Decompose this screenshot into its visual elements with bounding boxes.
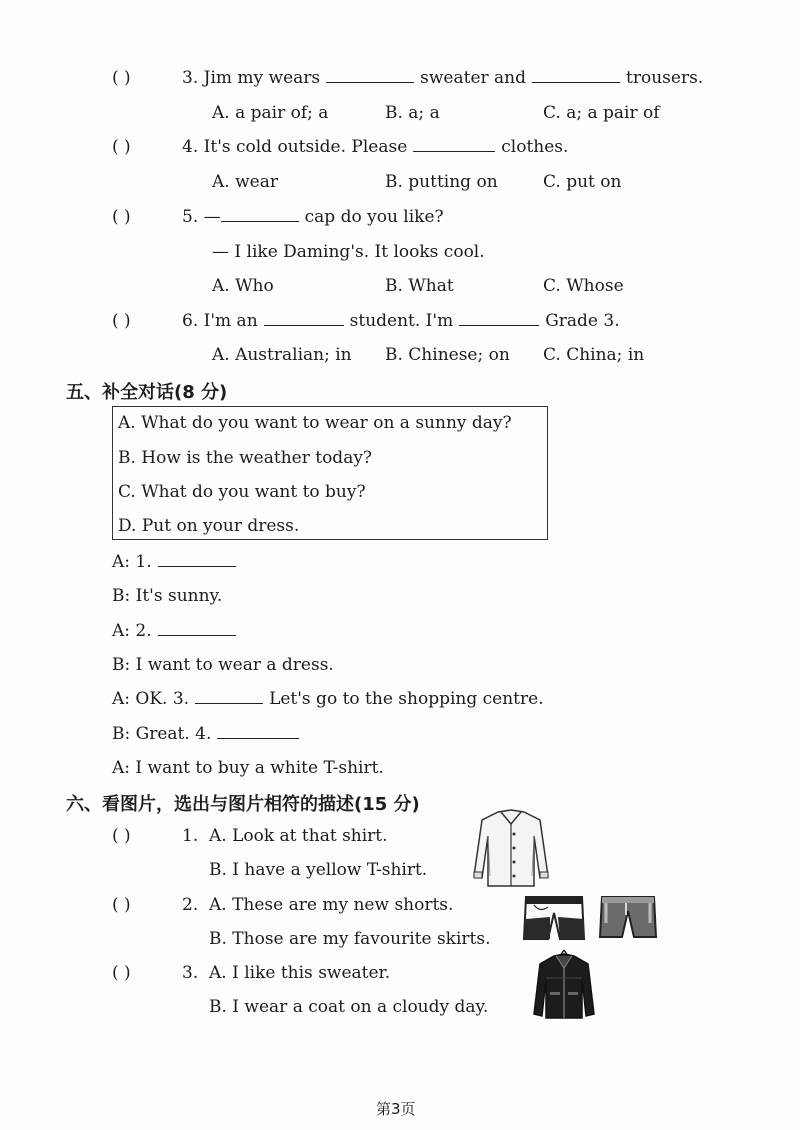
p6-q1-paren[interactable]: ( ) [112,826,131,846]
q4-number: 4. [182,137,199,157]
q6-text-before: I'm an [203,311,258,331]
p6-q1-option-b[interactable]: B. I have a yellow T-shirt. [209,860,428,880]
q5-option-c[interactable]: C. Whose [543,276,624,296]
section-6-title: 六、看图片，选出与图片相符的描述(15 分) [66,794,420,815]
q5-blank[interactable] [221,207,299,222]
q6-blank-1[interactable] [264,311,344,326]
q6-paren[interactable]: ( ) [112,311,131,331]
q6-text-middle: student. I'm [349,311,454,331]
q6-option-c[interactable]: C. China; in [543,345,645,365]
p6-q2-paren[interactable]: ( ) [112,895,131,915]
p6-q2-number: 2. [182,895,199,915]
q3-blank-2[interactable] [532,68,620,83]
q4-text-before: It's cold outside. Please [203,137,408,157]
dialog-line-5-text-b: Let's go to the shopping centre. [269,689,544,709]
p6-q3-paren[interactable]: ( ) [112,963,131,983]
dialog-line-3-text: A: 2. [112,621,152,641]
q4-question [182,137,568,157]
dialog-line-3 [112,621,242,641]
dialog-blank-4[interactable] [217,724,299,739]
p6-q3-option-b[interactable]: B. I wear a coat on a cloudy day. [209,997,489,1017]
q5-option-a[interactable]: A. Who [212,276,274,296]
dialog-line-2: B: It's sunny. [112,586,223,606]
q4-option-a[interactable]: A. wear [212,172,278,192]
dialog-option-a: A. What do you want to wear on a sunny day? [118,413,512,433]
dialog-line-6-text: B: Great. 4. [112,724,212,744]
q3-blank-1[interactable] [326,68,414,83]
dialog-option-d: D. Put on your dress. [118,516,300,536]
q6-option-a[interactable]: A. Australian; in [212,345,352,365]
p6-q2-option-a[interactable]: A. These are my new shorts. [209,895,454,915]
dialog-option-c: C. What do you want to buy? [118,482,366,502]
shirt-icon [468,806,554,890]
q4-paren[interactable]: ( ) [112,137,131,157]
q5-option-b[interactable]: B. What [385,276,454,296]
q5-answer-line: — I like Daming's. It looks cool. [212,242,485,262]
q3-paren[interactable]: ( ) [112,68,131,88]
dialog-line-1-text: A: 1. [112,552,152,572]
coat-icon [530,948,598,1020]
dialog-blank-2[interactable] [158,621,236,636]
q6-question [182,311,620,331]
q4-blank[interactable] [413,137,495,152]
q5-dash: — [203,207,221,227]
page-number: 第3页 [376,1100,416,1118]
q4-option-b[interactable]: B. putting on [385,172,498,192]
p6-q3-option-a[interactable]: A. I like this sweater. [209,963,391,983]
q6-text-after: Grade 3. [545,311,620,331]
q6-blank-2[interactable] [459,311,539,326]
dialog-line-4: B: I want to wear a dress. [112,655,334,675]
dialog-line-7: A: I want to buy a white T-shirt. [112,758,384,778]
dialog-blank-3[interactable] [195,689,263,704]
q3-text-after: trousers. [626,68,704,88]
q3-text-before: Jim my wears [203,68,321,88]
q3-option-b[interactable]: B. a; a [385,103,440,123]
q4-option-c[interactable]: C. put on [543,172,622,192]
q3-question [182,68,703,88]
q3-number: 3. [182,68,199,88]
q4-text-after: clothes. [501,137,569,157]
q3-option-a[interactable]: A. a pair of; a [212,103,329,123]
q5-question [182,207,444,227]
q5-number: 5. [182,207,199,227]
dialog-line-5 [112,689,544,709]
p6-q2-option-b[interactable]: B. Those are my favourite skirts. [209,929,491,949]
p6-q3-number: 3. [182,963,199,983]
p6-q1-number: 1. [182,826,199,846]
q3-text-middle: sweater and [420,68,527,88]
dialog-option-b: B. How is the weather today? [118,448,373,468]
p6-q1-option-a[interactable]: A. Look at that shirt. [209,826,388,846]
dialog-blank-1[interactable] [158,552,236,567]
q5-text-after: cap do you like? [304,207,444,227]
dialog-line-6 [112,724,305,744]
section-5-title: 五、补全对话(8 分) [66,382,228,403]
q5-paren[interactable]: ( ) [112,207,131,227]
shorts-icon [522,893,658,945]
dialog-line-1 [112,552,242,572]
q6-number: 6. [182,311,199,331]
dialog-line-5-text-a: A: OK. 3. [112,689,190,709]
q3-option-c[interactable]: C. a; a pair of [543,103,660,123]
q6-option-b[interactable]: B. Chinese; on [385,345,510,365]
